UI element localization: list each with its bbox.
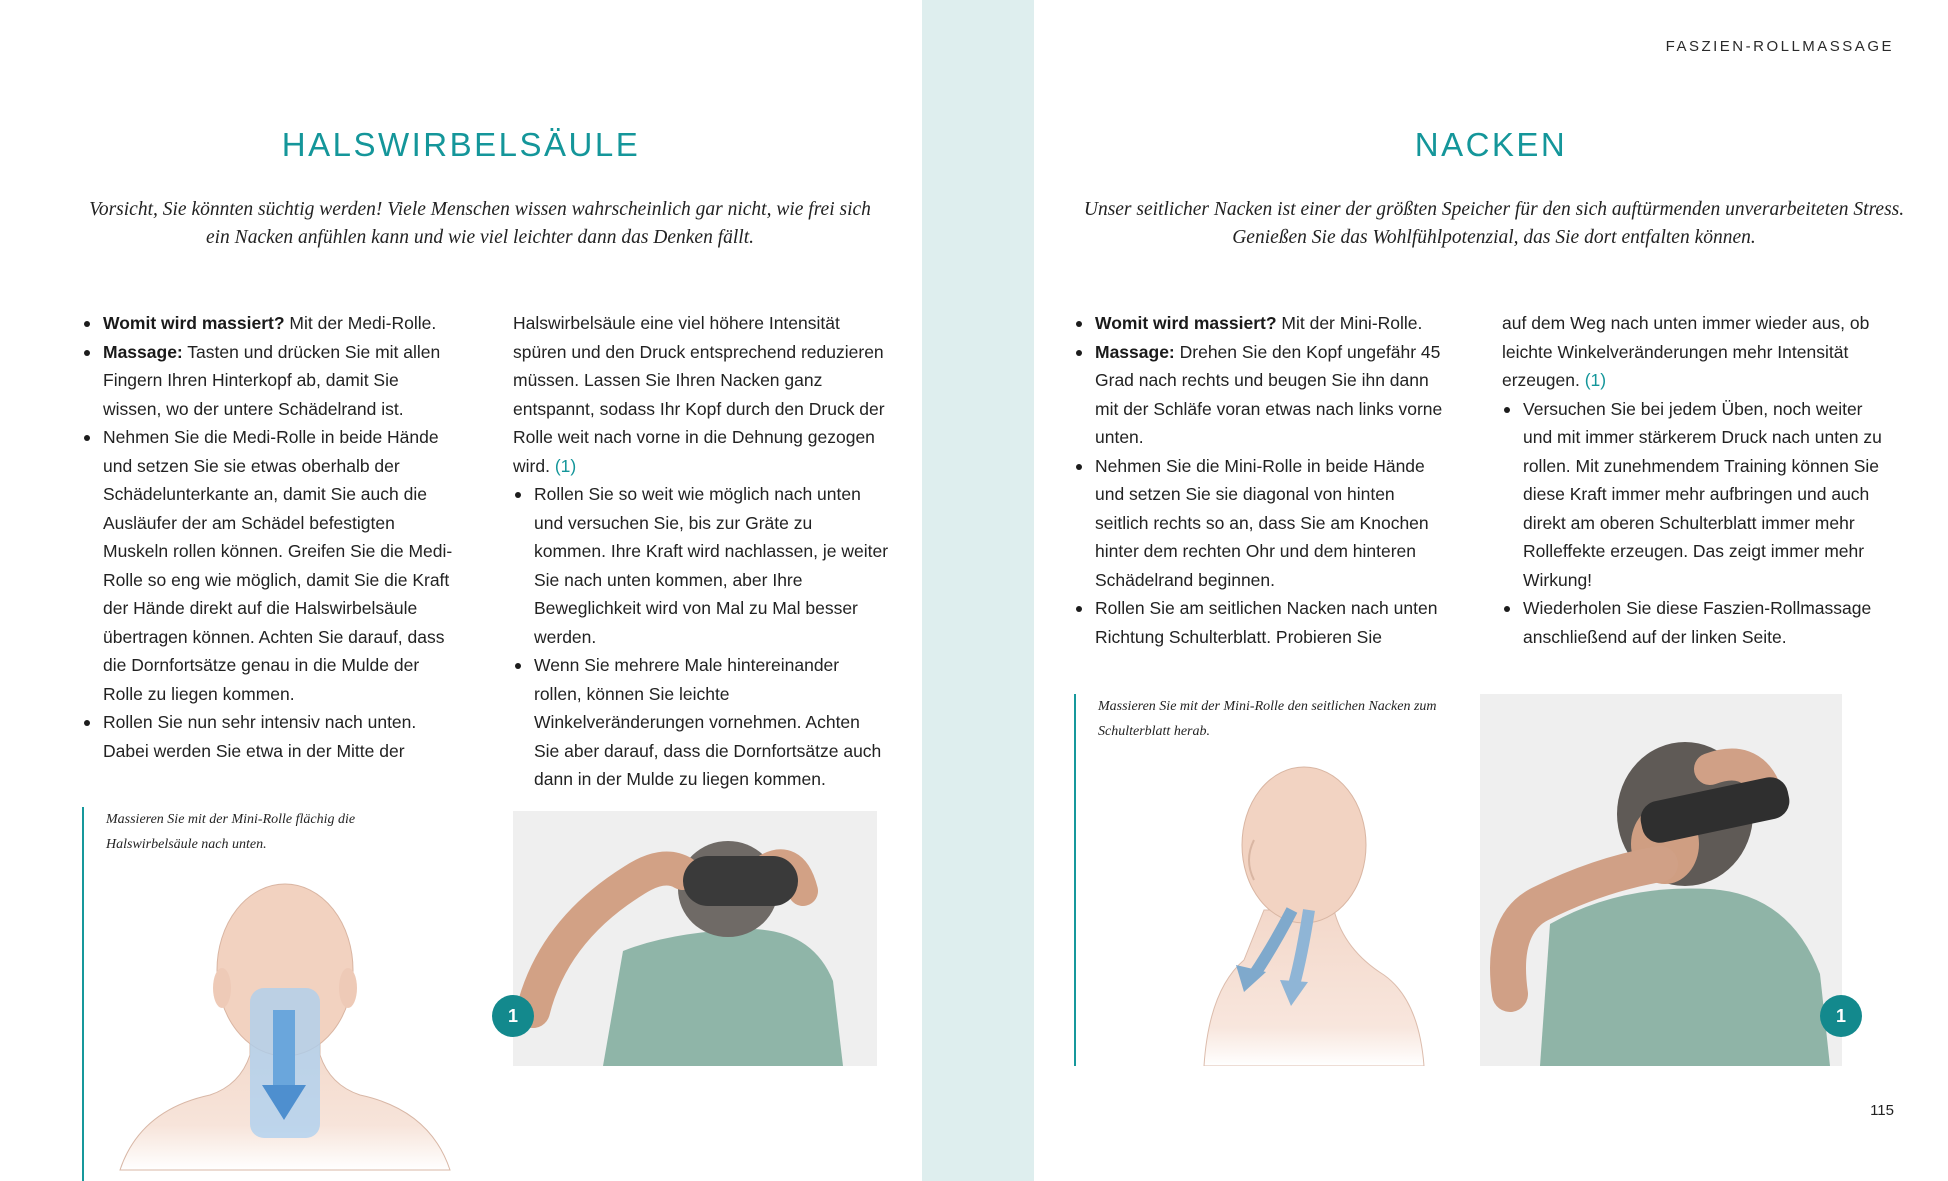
intro-text: Unser seitlicher Nacken ist einer der größten Speicher für den sich auftürmenden unverarbeiteten Stress. Genießen Sie das Wohlfühlpotenzial, das Sie dort entfalten können. <box>1083 199 1905 248</box>
bullet-text: Mit der Medi-Rolle. <box>284 313 437 333</box>
list-item <box>1502 395 1882 595</box>
figure-reference: (1) <box>1584 370 1607 390</box>
list-item <box>513 651 889 794</box>
continued-text-body: auf dem Weg nach unten immer wieder aus, ob leichte Winkelveränderungen mehr Intensität erzeugen. <box>1502 313 1870 390</box>
photo-medi-roll-image <box>513 811 877 1066</box>
page-number: 115 <box>1870 1102 1894 1119</box>
list-item <box>82 423 454 708</box>
bullet-text: Drehen Sie den Kopf ungefähr 45 Grad nach rechts und beugen Sie ihn dann mit der Schläfe voran etwas nach links vorne unten. <box>1095 341 1443 447</box>
bullet-text: Mit der Mini-Rolle. <box>1276 313 1423 333</box>
continued-text-body: Halswirbelsäule eine viel höhere Intensität spüren und den Druck entsprechend reduzieren müssen. Lassen Sie Ihren Nacken ganz entspannt, sodass Ihr Kopf durch den Druck der Rolle weit nach vorne in die Dehnung gezogen wird. <box>513 313 885 476</box>
bullet-text: Rollen Sie so weit wie möglich nach unten und versuchen Sie, bis zur Gräte zu kommen. Ihre Kraft wird nachlassen, je weiter Sie nach unten kommen, aber Ihre Beweglichkeit wird von Mal zu Mal besser werden. <box>534 484 889 647</box>
bullet-text: Rollen Sie nun sehr intensiv nach unten. Dabei werden Sie etwa in der Mitte der <box>103 712 417 761</box>
bullet-text: Versuchen Sie bei jedem Üben, noch weiter und mit immer stärkerem Druck nach unten zu rollen. Mit zunehmendem Training können Sie diese Kraft immer mehr aufbringen und auch direkt am oberen Schulterblatt immer mehr Rolleffekte erzeugen. Das zeigt immer mehr Wirkung! <box>1523 398 1882 590</box>
photo-mini-roll <box>1480 694 1842 1066</box>
bullet-key: Womit wird massiert? <box>103 313 285 333</box>
bullet-key: Massage: <box>1095 341 1175 362</box>
list-item <box>1074 338 1446 452</box>
bullet-text: Tasten und drücken Sie mit allen Fingern Ihren Hinterkopf ab, damit Sie wissen, wo der untere Schädelrand ist. <box>103 341 441 419</box>
bullet-text: Wenn Sie mehrere Male hintereinander rollen, können Sie leichte Winkelveränderungen vornehmen. Achten Sie aber darauf, dass die Dornfortsätze auch dann in der Mulde zu liegen kommen. <box>534 655 882 789</box>
list-item <box>513 480 889 651</box>
figure-reference: (1) <box>554 455 577 476</box>
image-caption: Massieren Sie mit der Mini-Rolle flächig die Halswirbelsäule nach unten. <box>106 812 356 852</box>
bullet-key: Massage: <box>103 341 183 362</box>
list-item <box>82 309 454 338</box>
photo-mini-roll-image <box>1480 694 1842 1066</box>
gutter-band <box>922 0 1034 1181</box>
list-item <box>1074 594 1446 651</box>
page-title: NACKEN <box>1414 126 1568 163</box>
list-item <box>1074 309 1446 338</box>
continued-text <box>513 309 889 480</box>
intro-text: Vorsicht, Sie könnten süchtig werden! Viele Menschen wissen wahrscheinlich gar nicht, wie frei sich ein Nacken anfühlen kann und wie viel leichter dann das Denken fällt. <box>89 199 871 248</box>
text-column-2 <box>513 309 889 794</box>
figure-number-badge: 1 <box>492 995 534 1037</box>
bullet-text: Wiederholen Sie diese Faszien-Rollmassage anschließend auf der linken Seite. <box>1523 598 1872 647</box>
photo-medi-roll <box>513 811 877 1066</box>
image-caption: Massieren Sie mit der Mini-Rolle den seitlichen Nacken zum Schulterblatt herab. <box>1098 699 1437 739</box>
text-column-1 <box>82 309 454 765</box>
left-page <box>0 0 922 1181</box>
list-item <box>82 708 454 765</box>
text-column-1 <box>1074 309 1446 651</box>
bullet-text: Nehmen Sie die Medi-Rolle in beide Hände und setzen Sie sie etwas oberhalb der Schädelunterkante an, damit Sie auch die Ausläufer der am Schädel befestigten Muskeln rollen können. Greifen Sie die Medi-Rolle so eng wie möglich, damit Sie die Kraft der Hände direkt auf die Halswirbelsäule übertragen können. Achten Sie darauf, dass die Dornfortsätze genau in die Mulde der Rolle zu liegen kommen. <box>103 427 453 704</box>
bullet-text: Nehmen Sie die Mini-Rolle in beide Hände und setzen Sie sie diagonal von hinten seitlich rechts so an, dass Sie am Knochen hinter dem rechten Ohr und dem hinteren Schädelrand beginnen. <box>1095 455 1429 590</box>
figure-number-badge: 1 <box>1820 995 1862 1037</box>
running-head: FASZIEN-ROLLMASSAGE <box>1665 38 1894 55</box>
neck-illustration <box>110 870 460 1181</box>
list-item <box>1074 452 1446 595</box>
list-item <box>1502 594 1882 651</box>
bullet-key: Womit wird massiert? <box>1095 313 1277 333</box>
list-item <box>82 338 454 424</box>
side-neck-illustration <box>1184 760 1434 1066</box>
continued-text <box>1502 309 1882 395</box>
bullet-text: Rollen Sie am seitlichen Nacken nach unten Richtung Schulterblatt. Probieren Sie <box>1095 598 1438 647</box>
text-column-2 <box>1502 309 1882 651</box>
page-title: HALSWIRBELSÄULE <box>281 126 641 163</box>
right-page <box>1034 0 1948 1181</box>
